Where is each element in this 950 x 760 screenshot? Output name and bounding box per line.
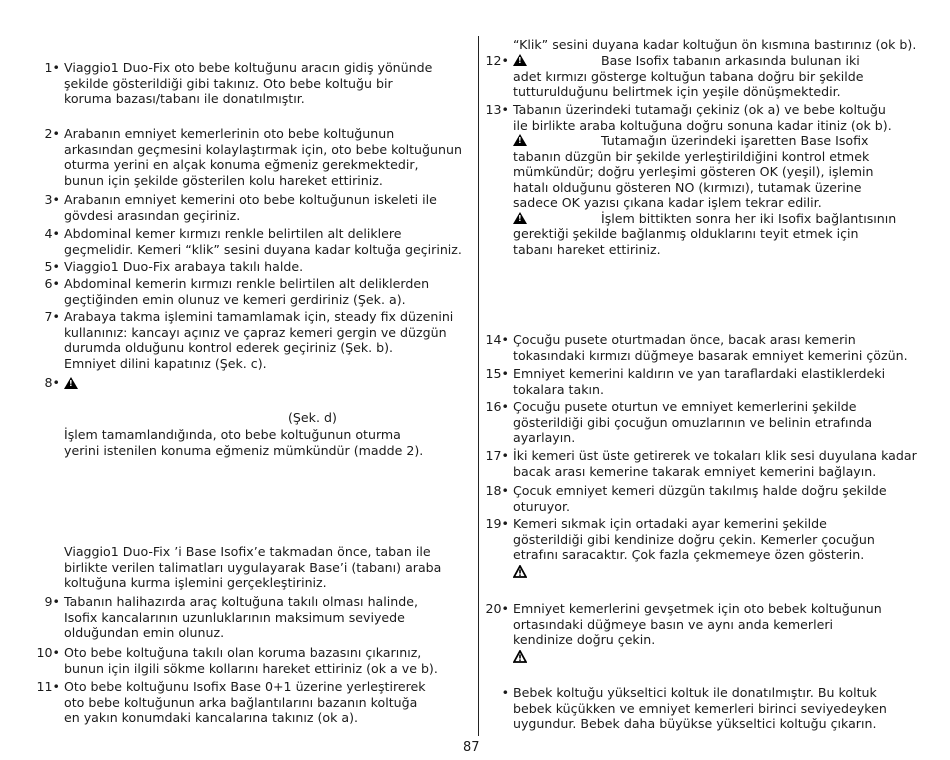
list-item-19 — [0, 516, 875, 580]
list-item-17 — [0, 448, 917, 479]
item-text: Viaggio1 Duo-Fix oto bebe koltuğunu aracın gidiş yönünde şekilde gösterildiği gibi takınız. Oto bebe koltuğu bir koruma bazası/tabanı ile donatılmıştır. — [64, 60, 433, 106]
list-item-18 — [0, 483, 887, 514]
item-number: 20• — [485, 601, 509, 616]
item-number: 12• — [485, 53, 509, 68]
item-text: Oto bebe koltuğunu Isofix Base 0+1 üzerine yerleştirerek oto bebe koltuğunun arka bağlantılarını bazanın koltuğa en yakın konumdaki kancalarına takınız (ok a). — [64, 679, 426, 725]
item-text: Oto bebe koltuğuna takılı olan koruma bazasını çıkarınız, bunun için ilgili sökme kollarını hareket ettiriniz (ok a ve b). — [64, 645, 438, 676]
warning-text-rest: gerektiği şekilde bağlanmış olduklarını teyit etmek için tabanı hareket ettiriniz. — [513, 226, 859, 257]
item-number: 14• — [485, 332, 509, 347]
list-item-15 — [0, 366, 885, 397]
warning-text: Tutamağın üzerindeki işaretten Base Isofix — [601, 133, 869, 148]
warning-icon — [513, 134, 527, 146]
caution-icon — [513, 650, 527, 662]
item-text: Tabanın halihazırda araç koltuğuna takılı olması halinde, Isofix kancalarının uzunluklarının maksimum seviyede olduğundan emin olunuz. — [64, 594, 418, 640]
item-number: 6• — [44, 276, 60, 291]
warning-text-rest: tabanın düzgün bir şekilde yerleştirildiğini kontrol etmek mümkündür; doğru yerleşimi gösteren OK (yeşil), işlemin hatalı olduğunu gösteren NO (kırmızı), tutamak üzerine sadece OK yazısı çıkana kadar işlem tekrar edilir. — [513, 148, 874, 210]
list-item-20 — [0, 601, 882, 665]
item-number: 7• — [44, 309, 60, 324]
list-item-6 — [0, 276, 429, 307]
item-text: Arabanın emniyet kemerini oto bebe koltuğunun iskeleti ile gövdesi arasından geçiriniz. — [64, 192, 437, 223]
item-text: Base Isofix tabanın arkasında bulunan iki — [601, 53, 860, 68]
list-item-16 — [0, 399, 872, 446]
item-number: 11• — [36, 679, 60, 694]
list-item-12 — [0, 53, 864, 100]
isofix-intro: Viaggio1 Duo-Fix ’i Base Isofix’e takmadan önce, taban ile birlikte verilen talimatları uygulayarak Base’i (tabanı) araba koltuğuna kurma işlemini gerçekleştiriniz. — [64, 544, 442, 590]
item-text: Tabanın üzerindeki tutamağı çekiniz (ok a) ve bebe koltuğu ile birlikte araba koltuğuna doğru sonuna kadar itiniz (ok b). — [513, 102, 892, 133]
list-item-14 — [0, 332, 908, 363]
item-number: 16• — [485, 399, 509, 414]
figure-reference: (Şek. d) — [288, 410, 337, 425]
item-number: 1• — [44, 60, 60, 75]
item-number: 3• — [44, 192, 60, 207]
item-number: 9• — [44, 594, 60, 609]
page-number: 87 — [463, 740, 480, 755]
list-item-bullet — [0, 685, 887, 732]
paragraph-after-8: İşlem tamamlandığında, oto bebe koltuğunun oturma yerini istenilen konuma eğmeniz mümkündür (madde 2). — [64, 427, 424, 458]
item-number: 19• — [485, 516, 509, 531]
item-number: 2• — [44, 126, 60, 141]
item-number: 5• — [44, 259, 60, 274]
list-item-5 — [0, 259, 303, 275]
item-text: Kemeri sıkmak için ortadaki ayar kemerini şekilde gösterildiği gibi kendinize doğru çekin. Kemerler çocuğun etrafını saracaktır. Çok fazla çekmemeye özen gösterin. — [513, 516, 875, 562]
warning-text: İşlem bittikten sonra her iki Isofix bağlantısının — [601, 210, 897, 226]
item-number: 18• — [485, 483, 509, 498]
item-text: Çocuğu pusete oturtun ve emniyet kemerlerini şekilde gösterildiği gibi çocuğun omuzlarının ve belinin etrafında ayarlayın. — [513, 399, 873, 445]
item-number: 4• — [44, 226, 60, 241]
item-text: Emniyet kemerlerini gevşetmek için oto bebek koltuğunun ortasındaki düğmeye basın ve aynı anda kemerleri kendinize doğru çekin. — [513, 601, 882, 647]
item-text: Viaggio1 Duo-Fix arabaya takılı halde. — [64, 259, 304, 274]
item-text: İki kemeri üst üste getirerek ve tokaları klik sesi duyulana kadar bacak arası kemerine takarak emniyet kemerini bağlayın. — [513, 448, 917, 479]
item-text: Bebek koltuğu yükseltici koltuk ile donatılmıştır. Bu koltuk bebek küçükken ve emniyet kemerleri birinci seviyedeyken uygundur. Bebek daha büyükse yükseltici koltuğu çıkarın. — [513, 685, 887, 731]
item-11-continued: “Klik” sesini duyana kadar koltuğun ön kısmına bastırınız (ok b). — [513, 37, 917, 52]
item-bullet: • — [501, 685, 509, 700]
item-text: Arabaya takma işlemini tamamlamak için, steady fix düzenini kullanınız: kancayı açınız ve çapraz kemeri gergin ve düzgün durumda olduğunu kontrol ederek geçiriniz (Şek. b). Emniyet dilini kapatınız (Şek. c). — [64, 309, 454, 371]
caution-icon — [513, 565, 527, 577]
warning-icon — [513, 54, 527, 66]
warning-icon — [513, 212, 527, 224]
item-number: 8• — [44, 375, 60, 390]
item-text: Abdominal kemerin kırmızı renkle belirtilen alt deliklerden geçtiğinden emin olunuz ve kemeri gerdiriniz (Şek. a). — [64, 276, 430, 307]
item-text: Emniyet kemerini kaldırın ve yan taraflardaki elastiklerdeki tokalara takın. — [513, 366, 886, 397]
item-text: Arabanın emniyet kemerlerinin oto bebe koltuğunun arkasından geçmesini kolaylaştırmak için, oto bebe koltuğunun oturma yerini en alçak konuma eğmeniz gerekmektedir, bunun için şekilde gösterilen kolu hareket ettiriniz. — [64, 126, 462, 188]
item-number: 10• — [36, 645, 60, 660]
item-text-rest: adet kırmızı gösterge koltuğun tabana doğru bir şekilde tutturulduğunu belirtmek için yeşile dönüşmektedir. — [513, 68, 864, 99]
item-number: 17• — [485, 448, 509, 463]
item-number: 15• — [485, 366, 509, 381]
item-text: Çocuk emniyet kemeri düzgün takılmış halde doğru şekilde oturuyor. — [513, 483, 887, 514]
item-text: Abdominal kemer kırmızı renkle belirtilen alt deliklere geçmelidir. Kemeri “klik” sesini duyana kadar koltuğa geçiriniz. — [64, 226, 462, 257]
item-number: 13• — [485, 102, 509, 117]
item-text: Çocuğu pusete oturtmadan önce, bacak arası kemerin tokasındaki kırmızı düğmeye basarak emniyet kemerini çözün. — [513, 332, 908, 363]
list-item-13 — [0, 102, 896, 257]
